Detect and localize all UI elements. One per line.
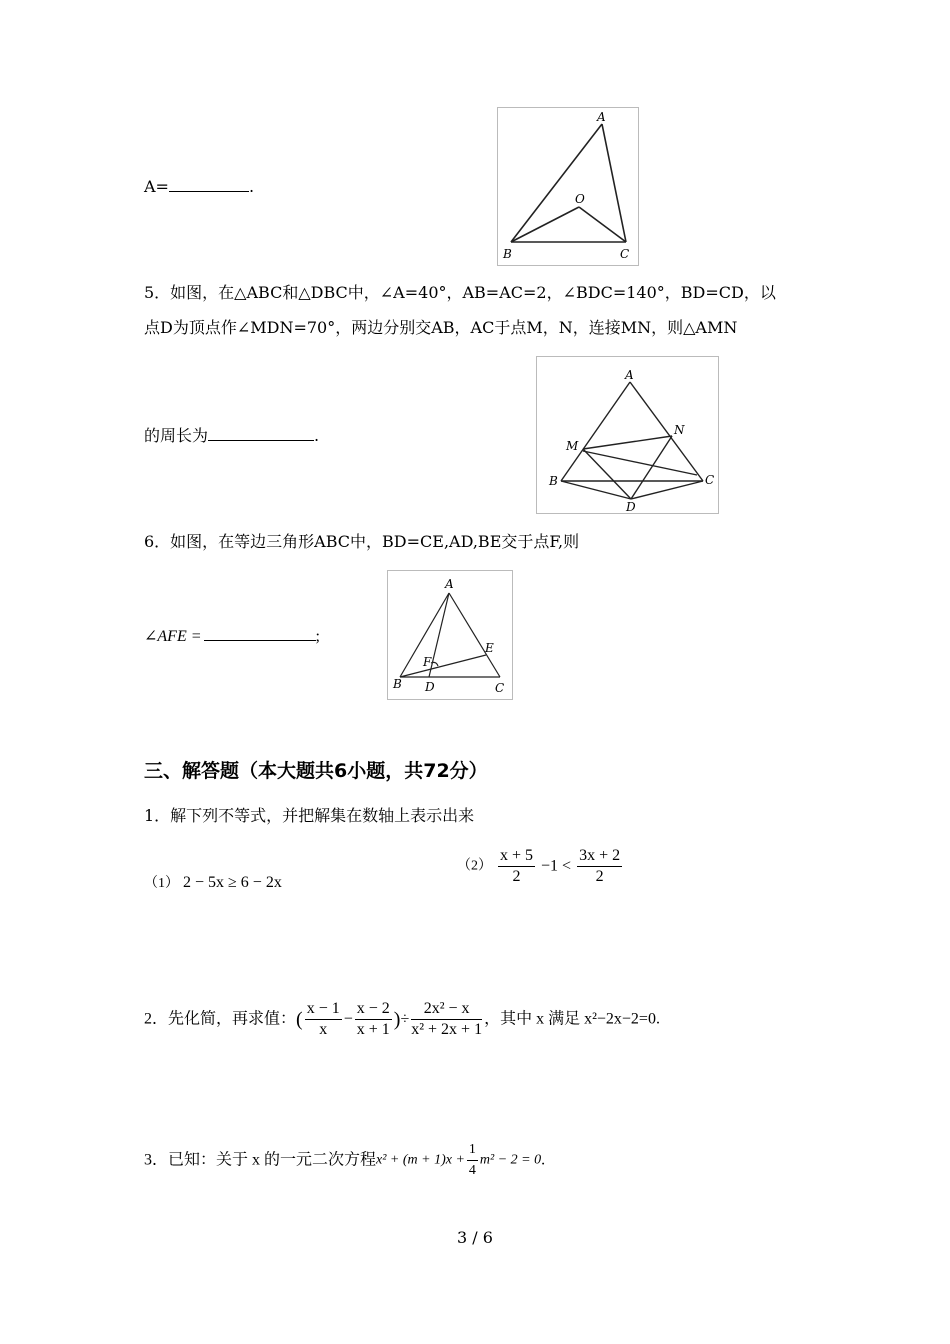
p2-line: 2．先化简，再求值：( $\frac{x - 1}{x}$ − $\frac{x - 2}{x + 1}$ )÷ $\frac{\text{2x² − x}}{\text{x² + 2x + 1}}$ ，其中 x 满足 x²−2x−2=0. xyxy=(144,1000,660,1038)
fig2-label-c: C xyxy=(705,473,715,487)
p2-frac-2 xyxy=(355,999,392,1040)
p1-sub2-right-den: 2 xyxy=(595,868,604,885)
p2-prefix: 2．先化简，再求值： xyxy=(144,1010,297,1028)
p3-frac xyxy=(467,1140,478,1181)
figure-triangle-mdn xyxy=(536,356,719,514)
p1-sub2-left-den: 2 xyxy=(512,868,521,885)
p2-frac-3 xyxy=(411,999,482,1040)
p3-frac-den: 4 xyxy=(468,1163,476,1178)
p1-sub2-left-num: x + 5 xyxy=(498,846,535,867)
p1-sub2 xyxy=(457,846,624,887)
p3-prefix: 3．已知：关于 x 的一元二次方程 xyxy=(144,1151,377,1169)
p1-sub2-label: （2） xyxy=(457,858,492,874)
p2-f3-num: 2x² − x xyxy=(411,999,482,1020)
p1-sub2-left-frac xyxy=(498,846,535,887)
fig3-label-b: B xyxy=(393,677,402,691)
fig3-label-f: F xyxy=(423,655,432,669)
figure-equilateral-abc xyxy=(387,570,513,700)
p2-f3-den: x² + 2x + 1 xyxy=(411,1021,483,1038)
fig2-label-n: N xyxy=(674,423,685,437)
q5-blank[interactable] xyxy=(208,426,314,441)
p1-sub2-right-num: 3x + 2 xyxy=(577,846,622,867)
p2-suffix: ，其中 x 满足 x²−2x−2=0. xyxy=(484,1010,660,1028)
fig2-label-m: M xyxy=(566,439,579,453)
fig2-label-d: D xyxy=(626,500,636,513)
p3-expr-a: x² + (m + 1)x + xyxy=(376,1152,465,1168)
p1-sub2-mid: −1 < xyxy=(541,857,572,875)
fig2-label-a: A xyxy=(625,368,634,382)
q6-answer-line xyxy=(144,626,320,647)
page-number: 3 / 6 xyxy=(457,1228,493,1247)
section-3-heading: 三、解答题（本大题共6小题，共72分） xyxy=(144,760,488,782)
q4-suffix: . xyxy=(248,177,255,196)
p1-sub2-right-frac xyxy=(577,846,622,887)
q6-line-1: 6．如图，在等边三角形ABC中，BD=CE,AD,BE交于点F,则 xyxy=(144,532,580,551)
q5-suffix: . xyxy=(314,426,320,445)
p3-line xyxy=(144,1140,545,1181)
q6-prefix: ∠AFE = xyxy=(144,628,202,645)
fig1-label-b: B xyxy=(503,247,512,261)
p2-f1-den: x xyxy=(319,1021,328,1038)
p3-frac-num: 1 xyxy=(467,1140,478,1161)
fig1-label-c: C xyxy=(620,247,630,261)
fig1-label-a: A xyxy=(597,110,606,124)
q5-line-1: 5．如图，在△ABC和△DBC中，∠A=40°，AB=AC=2，∠BDC=140°，BD=CD，以 xyxy=(144,283,776,302)
q5-prefix: 的周长为 xyxy=(144,426,209,445)
fig3-label-c: C xyxy=(495,681,505,695)
p1-sub1-label: （1） xyxy=(144,876,179,891)
p2-f1-num: x − 1 xyxy=(305,999,342,1020)
fig3-label-d: D xyxy=(425,680,435,694)
q5-line-3 xyxy=(144,426,319,446)
p2-f2-den: x + 1 xyxy=(356,1021,390,1038)
p3-expr-b: m² − 2 = 0 xyxy=(479,1152,542,1168)
figure-triangle-abc-o xyxy=(497,107,639,266)
q4-answer-line xyxy=(144,177,254,197)
q6-blank[interactable] xyxy=(204,626,316,641)
fig1-label-o: O xyxy=(575,192,585,206)
fig3-label-a: A xyxy=(445,577,454,591)
p1-sub1-expr: 2 − 5x ≥ 6 − 2x xyxy=(183,874,282,891)
fig3-label-e: E xyxy=(485,641,494,655)
q4-blank[interactable] xyxy=(169,177,249,192)
p1-sub1 xyxy=(144,873,282,894)
fig2-label-b: B xyxy=(549,474,558,488)
p1-text: 1．解下列不等式，并把解集在数轴上表示出来 xyxy=(144,806,475,825)
p2-frac-1 xyxy=(305,999,342,1040)
q5-line-2: 点D为顶点作∠MDN=70°，两边分别交AB，AC于点M，N，连接MN，则△AMN xyxy=(144,318,738,337)
p2-f2-num: x − 2 xyxy=(355,999,392,1020)
q4-prefix: A= xyxy=(144,177,169,196)
p3-suffix: . xyxy=(541,1151,546,1169)
q6-suffix: ; xyxy=(315,628,320,645)
